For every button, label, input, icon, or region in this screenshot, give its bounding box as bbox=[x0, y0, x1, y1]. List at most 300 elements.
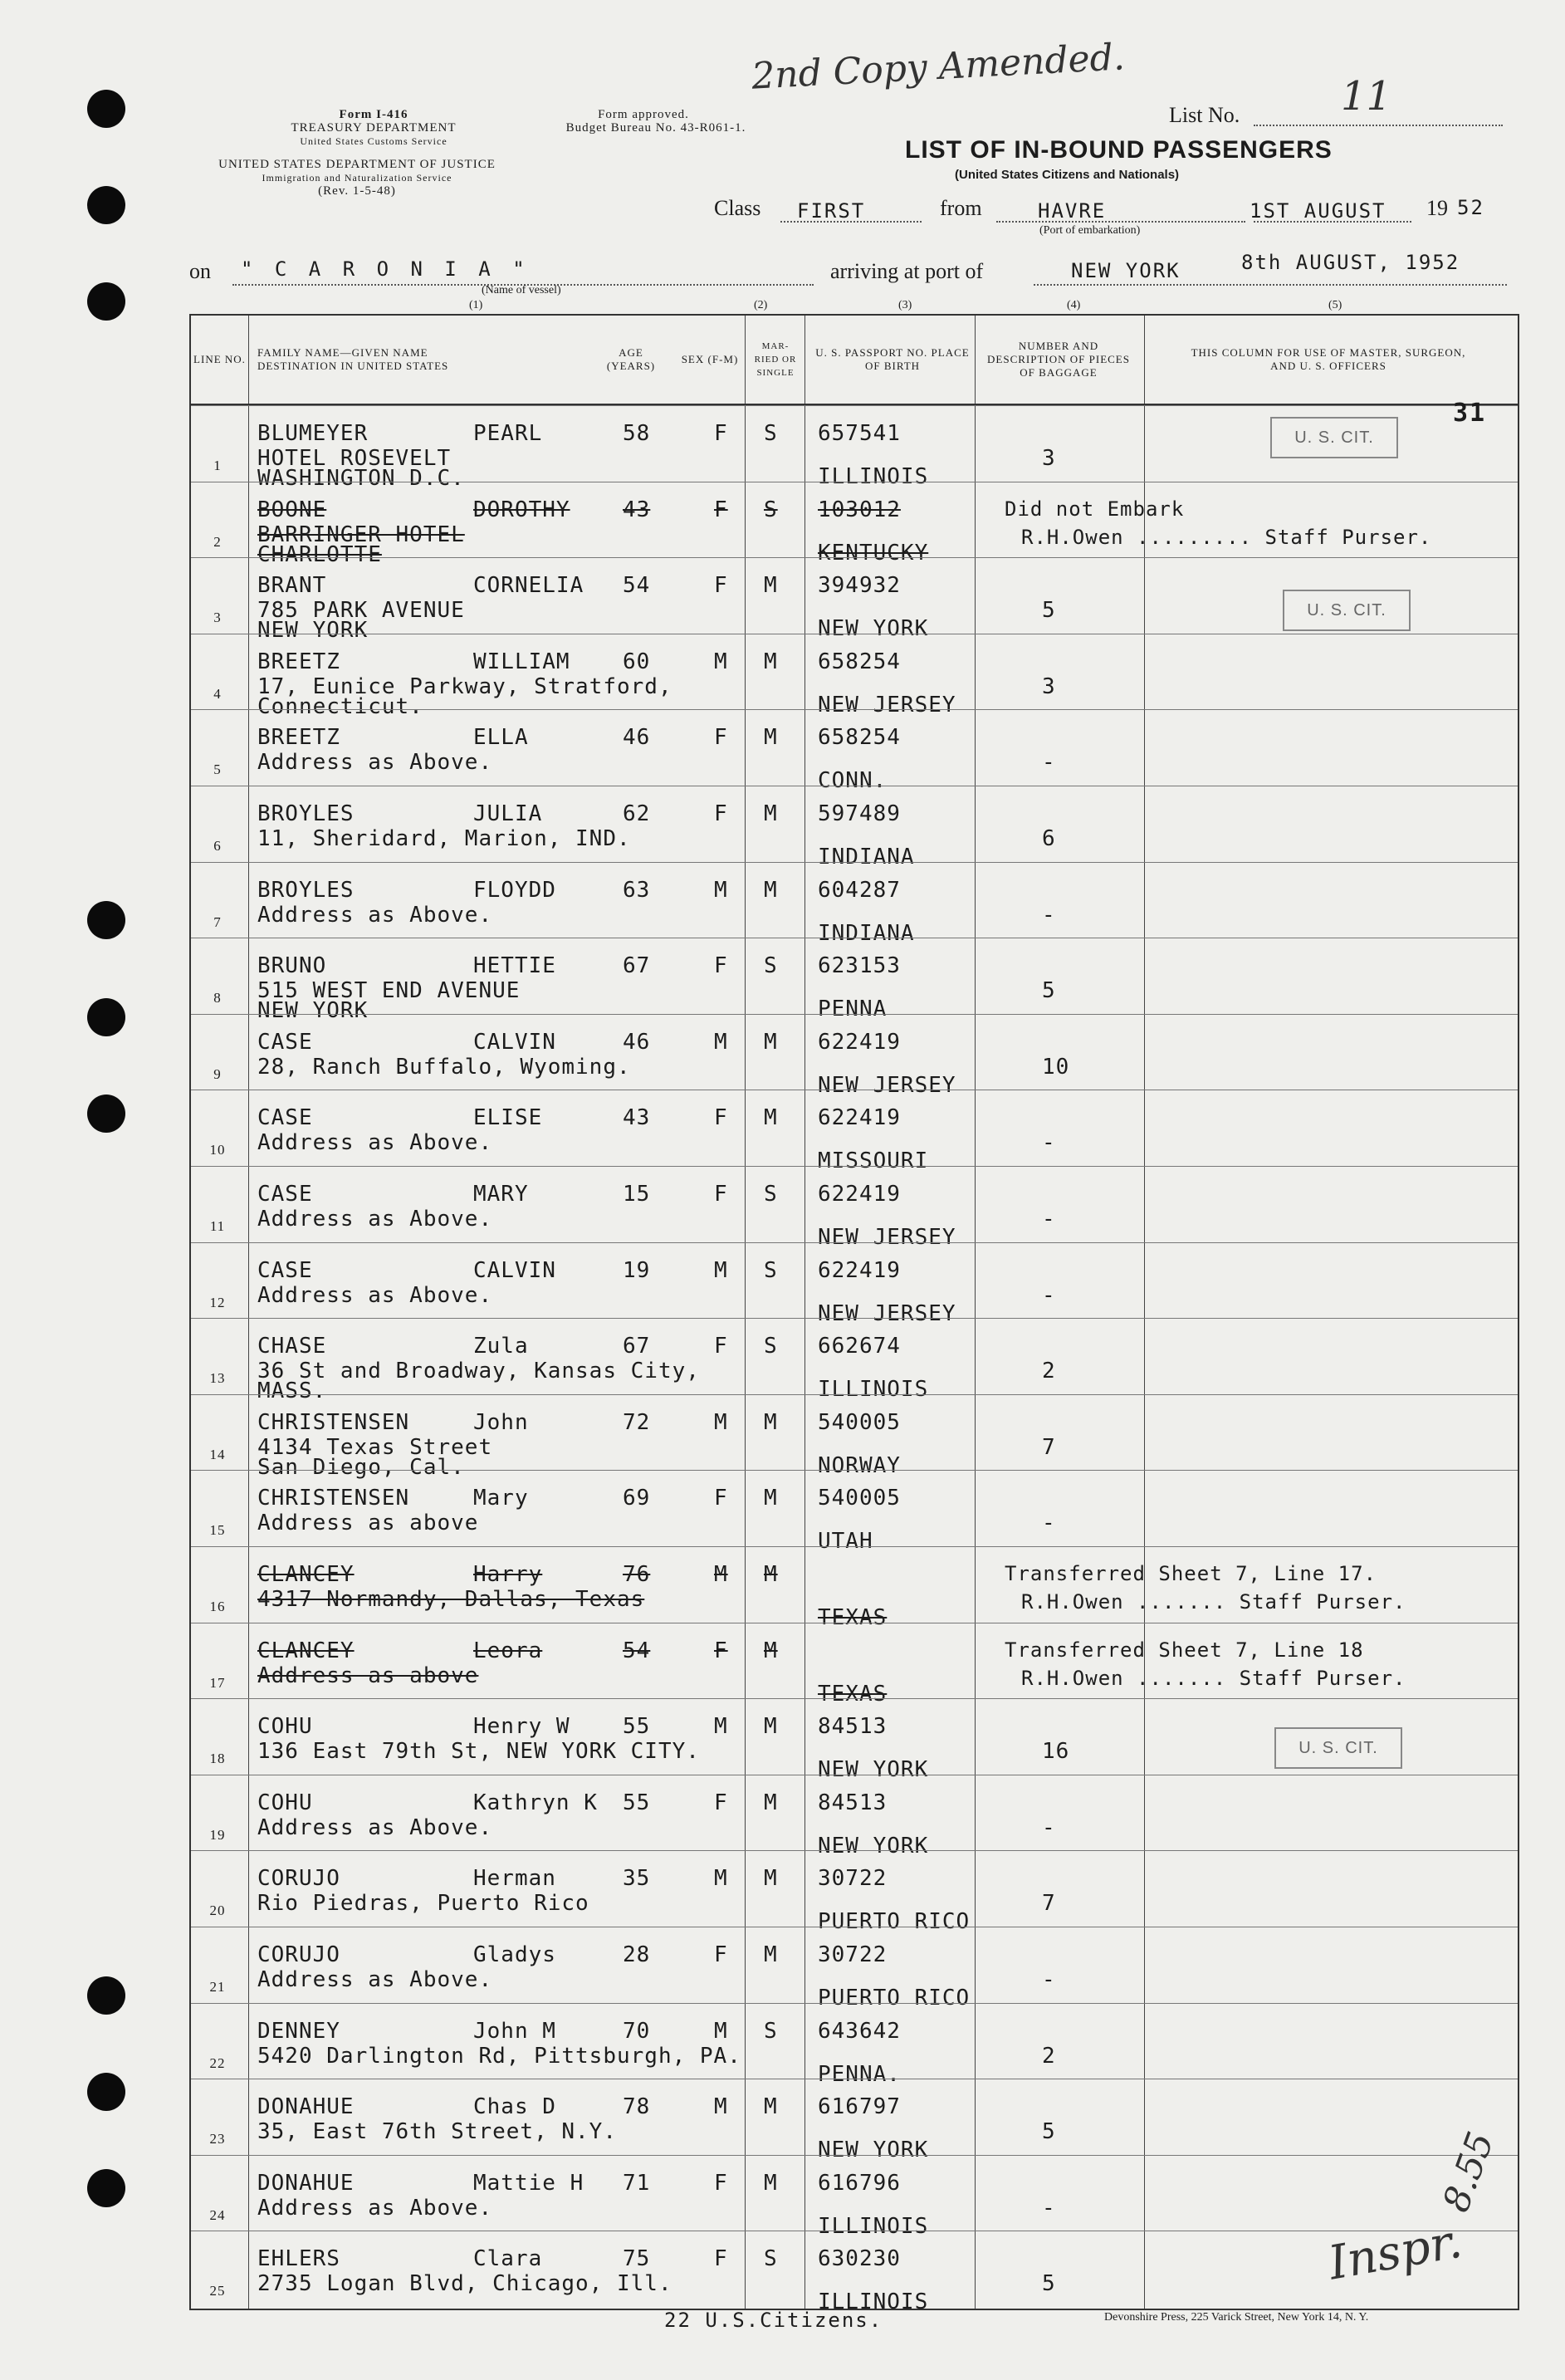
list-no-label: List No. bbox=[1169, 103, 1240, 127]
page-subtitle: (United States Citizens and Nationals) bbox=[955, 168, 1180, 182]
given-name: CORNELIA bbox=[473, 573, 584, 599]
family-name: CHRISTENSEN bbox=[257, 1486, 410, 1511]
punch-hole bbox=[87, 2169, 125, 2207]
marital-status: S bbox=[764, 2018, 778, 2044]
place-of-birth: ILLINOIS bbox=[818, 2213, 929, 2239]
age: 62 bbox=[623, 801, 651, 826]
line-number: 25 bbox=[209, 2283, 226, 2299]
family-name: BLUMEYER bbox=[257, 421, 369, 446]
marital-status: M bbox=[764, 877, 778, 903]
age: 54 bbox=[623, 1638, 651, 1663]
table-row bbox=[191, 482, 1518, 567]
passport-number: 540005 bbox=[818, 1486, 901, 1511]
family-name: CLANCEY bbox=[257, 1638, 355, 1663]
sex: M bbox=[714, 1257, 728, 1283]
sex: F bbox=[714, 573, 728, 599]
column-number: (3) bbox=[898, 299, 912, 311]
family-name: BOONE bbox=[257, 497, 327, 522]
table-row bbox=[191, 709, 1518, 794]
family-name: BROYLES bbox=[257, 801, 355, 826]
given-name: MARY bbox=[473, 1182, 529, 1207]
age: 71 bbox=[623, 2170, 651, 2196]
family-name: CASE bbox=[257, 1105, 313, 1131]
age: 35 bbox=[623, 1866, 651, 1892]
family-name: BROYLES bbox=[257, 877, 355, 903]
age: 43 bbox=[623, 497, 651, 522]
header-line-no: LINE NO. bbox=[193, 353, 246, 365]
line-number: 19 bbox=[209, 1826, 226, 1843]
age: 75 bbox=[623, 2246, 651, 2272]
on-label: on bbox=[189, 259, 211, 283]
us-citizen-stamp: U. S. CIT. bbox=[1270, 417, 1398, 458]
arriving-label: arriving at port of bbox=[830, 259, 984, 283]
age: 63 bbox=[623, 877, 651, 903]
place-of-birth: MISSOURI bbox=[818, 1148, 929, 1174]
officer-note: Transferred Sheet 7, Line 17. bbox=[1005, 1562, 1377, 1585]
table-row bbox=[191, 938, 1518, 1024]
address-line-1: Address as Above. bbox=[257, 750, 493, 776]
marital-status: S bbox=[764, 953, 778, 979]
given-name: CALVIN bbox=[473, 1029, 556, 1055]
place-of-birth: PUERTO RICO bbox=[818, 1909, 971, 1935]
passport-number: 630230 bbox=[818, 2246, 901, 2272]
marital-status: S bbox=[764, 497, 778, 522]
list-no-line bbox=[1254, 125, 1503, 126]
passport-number: 616796 bbox=[818, 2170, 901, 2196]
age: 70 bbox=[623, 2018, 651, 2044]
line-number: 23 bbox=[209, 2131, 226, 2147]
given-name: CALVIN bbox=[473, 1257, 556, 1283]
line-number: 9 bbox=[213, 1065, 222, 1082]
passport-number: 657541 bbox=[818, 421, 901, 446]
sex: F bbox=[714, 1638, 728, 1663]
page-title: LIST OF IN-BOUND PASSENGERS bbox=[905, 136, 1333, 164]
from-date: 1ST AUGUST bbox=[1250, 199, 1386, 223]
printer-imprint: Devonshire Press, 225 Varick Street, New York 14, N. Y. bbox=[1104, 2311, 1369, 2324]
table-row bbox=[191, 1927, 1518, 2010]
ins-line: Immigration and Naturalization Service bbox=[262, 172, 452, 184]
header-passport: U. S. PASSPORT NO. PLACE OF BIRTH bbox=[815, 346, 970, 372]
officer-note: Did not Embark bbox=[1005, 497, 1185, 521]
marital-status: M bbox=[764, 2170, 778, 2196]
address-line-2: NEW YORK bbox=[257, 618, 369, 644]
place-of-birth: CONN. bbox=[818, 768, 888, 794]
age: 43 bbox=[623, 1105, 651, 1131]
place-of-birth: NORWAY bbox=[818, 1452, 901, 1478]
address-line-1: Address as above bbox=[257, 1663, 479, 1688]
address-line-1: Address as Above. bbox=[257, 2195, 493, 2221]
address-line-1: Address as Above. bbox=[257, 1207, 493, 1232]
family-name: BREETZ bbox=[257, 649, 340, 674]
address-line-1: Address as Above. bbox=[257, 1130, 493, 1156]
family-name: BRANT bbox=[257, 573, 327, 599]
baggage-count: 5 bbox=[1042, 2119, 1056, 2145]
header-age: AGE (YEARS) bbox=[606, 346, 656, 372]
vessel-caption: (Name of vessel) bbox=[482, 284, 561, 296]
family-name: CASE bbox=[257, 1257, 313, 1283]
sex: M bbox=[714, 649, 728, 674]
header-married: MAR-RIED OR SINGLE bbox=[754, 341, 797, 378]
age: 28 bbox=[623, 1942, 651, 1967]
place-of-birth: NEW YORK bbox=[818, 2138, 929, 2163]
table-row bbox=[191, 2079, 1518, 2163]
marital-status: M bbox=[764, 649, 778, 674]
age: 19 bbox=[623, 1257, 651, 1283]
passenger-table bbox=[189, 314, 1519, 2315]
punch-hole bbox=[87, 2073, 125, 2111]
table-row bbox=[191, 1242, 1518, 1326]
marital-status: S bbox=[764, 1334, 778, 1359]
column-number: (5) bbox=[1328, 299, 1342, 311]
baggage-count: 16 bbox=[1042, 1739, 1070, 1765]
marital-status: M bbox=[764, 801, 778, 826]
table-row bbox=[191, 1546, 1518, 1630]
family-name: COHU bbox=[257, 1790, 313, 1815]
baggage-count: - bbox=[1042, 1967, 1056, 1992]
address-line-2: Connecticut. bbox=[257, 693, 423, 719]
place-of-birth: TEXAS bbox=[818, 1605, 888, 1630]
marital-status: M bbox=[764, 1942, 778, 1967]
form-number: Form I-416 bbox=[339, 108, 408, 121]
family-name: CASE bbox=[257, 1029, 313, 1055]
line-number: 7 bbox=[213, 913, 222, 930]
baggage-count: 5 bbox=[1042, 2271, 1056, 2297]
passport-number: 597489 bbox=[818, 801, 901, 826]
given-name: Harry bbox=[473, 1562, 543, 1587]
baggage-count: 5 bbox=[1042, 598, 1056, 624]
age: 58 bbox=[623, 421, 651, 446]
address-line-1: 785 PARK AVENUE bbox=[257, 598, 465, 624]
marital-status: M bbox=[764, 1486, 778, 1511]
baggage-count: 7 bbox=[1042, 1434, 1056, 1460]
table-row bbox=[191, 862, 1518, 946]
address-line-1: Address as Above. bbox=[257, 1967, 493, 1992]
age: 72 bbox=[623, 1409, 651, 1435]
address-line-1: 2735 Logan Blvd, Chicago, Ill. bbox=[257, 2271, 672, 2297]
baggage-count: - bbox=[1042, 1814, 1056, 1840]
address-line-2: WASHINGTON D.C. bbox=[257, 466, 465, 491]
baggage-count: 7 bbox=[1042, 1891, 1056, 1917]
passport-number: 622419 bbox=[818, 1105, 901, 1131]
address-line-1: Address as Above. bbox=[257, 902, 493, 928]
line-number: 17 bbox=[209, 1674, 226, 1691]
passport-number: 622419 bbox=[818, 1029, 901, 1055]
table-row bbox=[191, 1166, 1518, 1250]
passport-number: 30722 bbox=[818, 1866, 888, 1892]
sex: F bbox=[714, 1182, 728, 1207]
family-name: CHASE bbox=[257, 1334, 327, 1359]
age: 54 bbox=[623, 573, 651, 599]
sex: M bbox=[714, 1714, 728, 1740]
passport-number: 103012 bbox=[818, 497, 901, 522]
punch-hole bbox=[87, 90, 125, 128]
address-line-2: MASS. bbox=[257, 1379, 327, 1404]
address-line-1: 515 WEST END AVENUE bbox=[257, 978, 521, 1004]
sex: F bbox=[714, 725, 728, 751]
sex: M bbox=[714, 1562, 728, 1587]
line-number: 12 bbox=[209, 1294, 226, 1310]
place-of-birth: PUERTO RICO bbox=[818, 1986, 971, 2010]
line-number: 8 bbox=[213, 990, 222, 1006]
address-line-1: Address as Above. bbox=[257, 1814, 493, 1840]
place-of-birth: NEW YORK bbox=[818, 1833, 929, 1858]
class-value: FIRST bbox=[797, 199, 866, 223]
table-row bbox=[191, 1470, 1518, 1555]
table-row bbox=[191, 1775, 1518, 1858]
margin-mark: 8.55 bbox=[1435, 2126, 1503, 2218]
address-line-1: HOTEL ROSEVELT bbox=[257, 446, 452, 471]
marital-status: M bbox=[764, 1714, 778, 1740]
baggage-count: - bbox=[1042, 902, 1056, 928]
table-row bbox=[191, 1394, 1518, 1480]
passport-number: 616797 bbox=[818, 2094, 901, 2120]
age: 67 bbox=[623, 953, 651, 979]
line-number: 20 bbox=[209, 1903, 226, 1919]
punch-hole bbox=[87, 1095, 125, 1133]
from-caption: (Port of embarkation) bbox=[1039, 224, 1141, 237]
line-number: 14 bbox=[209, 1446, 226, 1462]
place-of-birth: PENNA. bbox=[818, 2061, 901, 2087]
age: 76 bbox=[623, 1562, 651, 1587]
passport-number: 84513 bbox=[818, 1790, 888, 1815]
passport-number: 662674 bbox=[818, 1334, 901, 1359]
sex: M bbox=[714, 1409, 728, 1435]
family-name: CORUJO bbox=[257, 1866, 340, 1892]
header-baggage: NUMBER AND DESCRIPTION OF PIECES OF BAGGAGE bbox=[987, 340, 1130, 379]
passport-number: 84513 bbox=[818, 1714, 888, 1740]
baggage-count: - bbox=[1042, 750, 1056, 776]
line-number: 15 bbox=[209, 1522, 226, 1539]
baggage-count: 5 bbox=[1042, 978, 1056, 1004]
address-line-1: 4317 Normandy, Dallas, Texas bbox=[257, 1587, 645, 1612]
sex: M bbox=[714, 877, 728, 903]
sex: F bbox=[714, 2246, 728, 2272]
passport-number: 658254 bbox=[818, 725, 901, 751]
given-name: Clara bbox=[473, 2246, 543, 2272]
family-name: CLANCEY bbox=[257, 1562, 355, 1587]
family-name: BRUNO bbox=[257, 953, 327, 979]
us-citizen-stamp: U. S. CIT. bbox=[1274, 1727, 1402, 1769]
marital-status: M bbox=[764, 573, 778, 599]
given-name: Kathryn K bbox=[473, 1790, 598, 1815]
arrival-port: NEW YORK bbox=[1071, 259, 1181, 282]
given-name: Mary bbox=[473, 1486, 529, 1511]
marital-status: S bbox=[764, 421, 778, 446]
sex: F bbox=[714, 1486, 728, 1511]
place-of-birth: NEW JERSEY bbox=[818, 1072, 956, 1098]
sex: F bbox=[714, 1105, 728, 1131]
punch-hole bbox=[87, 282, 125, 321]
header-name: FAMILY NAME—GIVEN NAME DESTINATION IN UNITED STATES bbox=[257, 346, 449, 372]
sex: F bbox=[714, 1334, 728, 1359]
place-of-birth: NEW JERSEY bbox=[818, 1300, 956, 1326]
sex: M bbox=[714, 1866, 728, 1892]
age: 55 bbox=[623, 1790, 651, 1815]
address-line-1: 5420 Darlington Rd, Pittsburgh, PA. bbox=[257, 2043, 741, 2069]
sex: M bbox=[714, 2094, 728, 2120]
treasury-line: TREASURY DEPARTMENT bbox=[291, 121, 457, 135]
footer-total: 22 U.S.Citizens. bbox=[664, 2309, 883, 2332]
passport-number: 622419 bbox=[818, 1182, 901, 1207]
given-name: Herman bbox=[473, 1866, 556, 1892]
sex: F bbox=[714, 421, 728, 446]
given-name: John M bbox=[473, 2018, 556, 2044]
given-name: DOROTHY bbox=[473, 497, 570, 522]
line-number: 10 bbox=[209, 1142, 226, 1158]
address-line-2: San Diego, Cal. bbox=[257, 1454, 465, 1480]
marital-status: M bbox=[764, 1790, 778, 1815]
place-of-birth: INDIANA bbox=[818, 845, 915, 869]
given-name: HETTIE bbox=[473, 953, 556, 979]
passport-number: 604287 bbox=[818, 877, 901, 903]
table-row bbox=[191, 2231, 1518, 2315]
sex: M bbox=[714, 1029, 728, 1055]
marital-status: M bbox=[764, 1866, 778, 1892]
age: 69 bbox=[623, 1486, 651, 1511]
place-of-birth: KENTUCKY bbox=[818, 540, 929, 566]
officer-signature-note: R.H.Owen ....... Staff Purser. bbox=[1021, 1590, 1406, 1614]
marital-status: M bbox=[764, 725, 778, 751]
column-number: (2) bbox=[754, 299, 768, 311]
given-name: Mattie H bbox=[473, 2170, 584, 2196]
family-name: EHLERS bbox=[257, 2246, 340, 2272]
sex: F bbox=[714, 801, 728, 826]
list-no-value: 11 bbox=[1341, 73, 1392, 120]
punch-hole bbox=[87, 1976, 125, 2015]
passport-number: 658254 bbox=[818, 649, 901, 674]
place-of-birth: NEW YORK bbox=[818, 616, 929, 642]
header-sex: SEX (F-M) bbox=[681, 353, 739, 365]
marital-status: M bbox=[764, 1409, 778, 1435]
sex: F bbox=[714, 2170, 728, 2196]
address-line-1: BARRINGER HOTEL bbox=[257, 522, 465, 547]
family-name: CHRISTENSEN bbox=[257, 1409, 410, 1435]
baggage-count: 2 bbox=[1042, 2043, 1056, 2069]
column-number: (4) bbox=[1067, 299, 1081, 311]
given-name: John bbox=[473, 1409, 529, 1435]
line-number: 11 bbox=[209, 1218, 226, 1234]
given-name: ELISE bbox=[473, 1105, 543, 1131]
table-row bbox=[191, 786, 1518, 869]
marital-status: M bbox=[764, 1105, 778, 1131]
baggage-count: - bbox=[1042, 1207, 1056, 1232]
arrival-date: 8th AUGUST, 1952 bbox=[1241, 251, 1460, 274]
marital-status: S bbox=[764, 2246, 778, 2272]
table-row bbox=[191, 1090, 1518, 1174]
from-value: HAVRE bbox=[1038, 199, 1107, 223]
given-name: JULIA bbox=[473, 801, 543, 826]
line-number: 21 bbox=[209, 1979, 226, 1995]
line-number: 24 bbox=[209, 2206, 226, 2223]
punch-hole bbox=[87, 186, 125, 224]
class-label: Class bbox=[714, 196, 761, 220]
baggage-count: 3 bbox=[1042, 673, 1056, 699]
line-number: 5 bbox=[213, 762, 222, 778]
address-line-1: 17, Eunice Parkway, Stratford, bbox=[257, 673, 672, 699]
line-number: 2 bbox=[213, 533, 222, 550]
marital-status: M bbox=[764, 2094, 778, 2120]
marital-status: M bbox=[764, 1562, 778, 1587]
header-officers: THIS COLUMN FOR USE OF MASTER, SURGEON, AND U. S. OFFICERS bbox=[1191, 346, 1466, 372]
customs-line: United States Customs Service bbox=[300, 135, 447, 147]
address-line-1: Address as Above. bbox=[257, 1282, 493, 1308]
rev-line: (Rev. 1-5-48) bbox=[318, 184, 396, 198]
baggage-count: - bbox=[1042, 1282, 1056, 1308]
baggage-count: 3 bbox=[1042, 446, 1056, 471]
baggage-count: 6 bbox=[1042, 826, 1056, 851]
address-line-1: Rio Piedras, Puerto Rico bbox=[257, 1891, 589, 1917]
given-name: Leora bbox=[473, 1638, 543, 1663]
given-name: Gladys bbox=[473, 1942, 556, 1967]
line-number: 1 bbox=[213, 458, 222, 473]
age: 15 bbox=[623, 1182, 651, 1207]
place-of-birth: INDIANA bbox=[818, 920, 915, 946]
table-row bbox=[191, 1318, 1518, 1404]
sex: F bbox=[714, 1942, 728, 1967]
approved-line: Form approved. bbox=[598, 108, 689, 121]
line-number: 6 bbox=[213, 838, 222, 854]
address-line-1: 4134 Texas Street bbox=[257, 1434, 493, 1460]
table-row bbox=[191, 1623, 1518, 1707]
passport-number: 623153 bbox=[818, 953, 901, 979]
given-name: Chas D bbox=[473, 2094, 556, 2120]
line-number: 3 bbox=[213, 610, 222, 626]
given-name: ELLA bbox=[473, 725, 529, 751]
family-name: DONAHUE bbox=[257, 2094, 355, 2120]
family-name: CASE bbox=[257, 1182, 313, 1207]
place-of-birth: PENNA bbox=[818, 997, 888, 1022]
count-mark: 31 bbox=[1453, 399, 1487, 428]
passport-number: 643642 bbox=[818, 2018, 901, 2044]
column-number: (1) bbox=[469, 299, 483, 311]
place-of-birth: NEW YORK bbox=[818, 1757, 929, 1783]
from-line bbox=[996, 221, 1245, 223]
age: 55 bbox=[623, 1714, 651, 1740]
baggage-count: 2 bbox=[1042, 1359, 1056, 1384]
sex: F bbox=[714, 1790, 728, 1815]
marital-status: S bbox=[764, 1257, 778, 1283]
place-of-birth: UTAH bbox=[818, 1529, 873, 1555]
officer-signature-note: R.H.Owen ......... Staff Purser. bbox=[1021, 525, 1432, 549]
given-name: FLOYDD bbox=[473, 877, 556, 903]
vessel-name: " C A R O N I A " bbox=[241, 257, 530, 281]
baggage-count: - bbox=[1042, 2195, 1056, 2221]
officer-signature-note: R.H.Owen ....... Staff Purser. bbox=[1021, 1666, 1406, 1690]
marital-status: M bbox=[764, 1029, 778, 1055]
punch-hole bbox=[87, 998, 125, 1036]
year-prefix: 19 bbox=[1426, 196, 1448, 220]
family-name: DONAHUE bbox=[257, 2170, 355, 2196]
table-row bbox=[191, 1850, 1518, 1935]
us-citizen-stamp: U. S. CIT. bbox=[1283, 590, 1411, 631]
place-of-birth: NEW JERSEY bbox=[818, 1225, 956, 1250]
age: 67 bbox=[623, 1334, 651, 1359]
passport-number: 540005 bbox=[818, 1409, 901, 1435]
table-row bbox=[191, 1014, 1518, 1098]
line-number: 4 bbox=[213, 685, 222, 702]
line-number: 13 bbox=[209, 1370, 226, 1387]
sex: F bbox=[714, 497, 728, 522]
given-name: PEARL bbox=[473, 421, 543, 446]
place-of-birth: ILLINOIS bbox=[818, 2289, 929, 2315]
place-of-birth: TEXAS bbox=[818, 1681, 888, 1707]
marital-status: M bbox=[764, 1638, 778, 1663]
passport-number: 30722 bbox=[818, 1942, 888, 1967]
baggage-count: - bbox=[1042, 1130, 1056, 1156]
age: 78 bbox=[623, 2094, 651, 2120]
family-name: CORUJO bbox=[257, 1942, 340, 1967]
place-of-birth: ILLINOIS bbox=[818, 464, 929, 489]
